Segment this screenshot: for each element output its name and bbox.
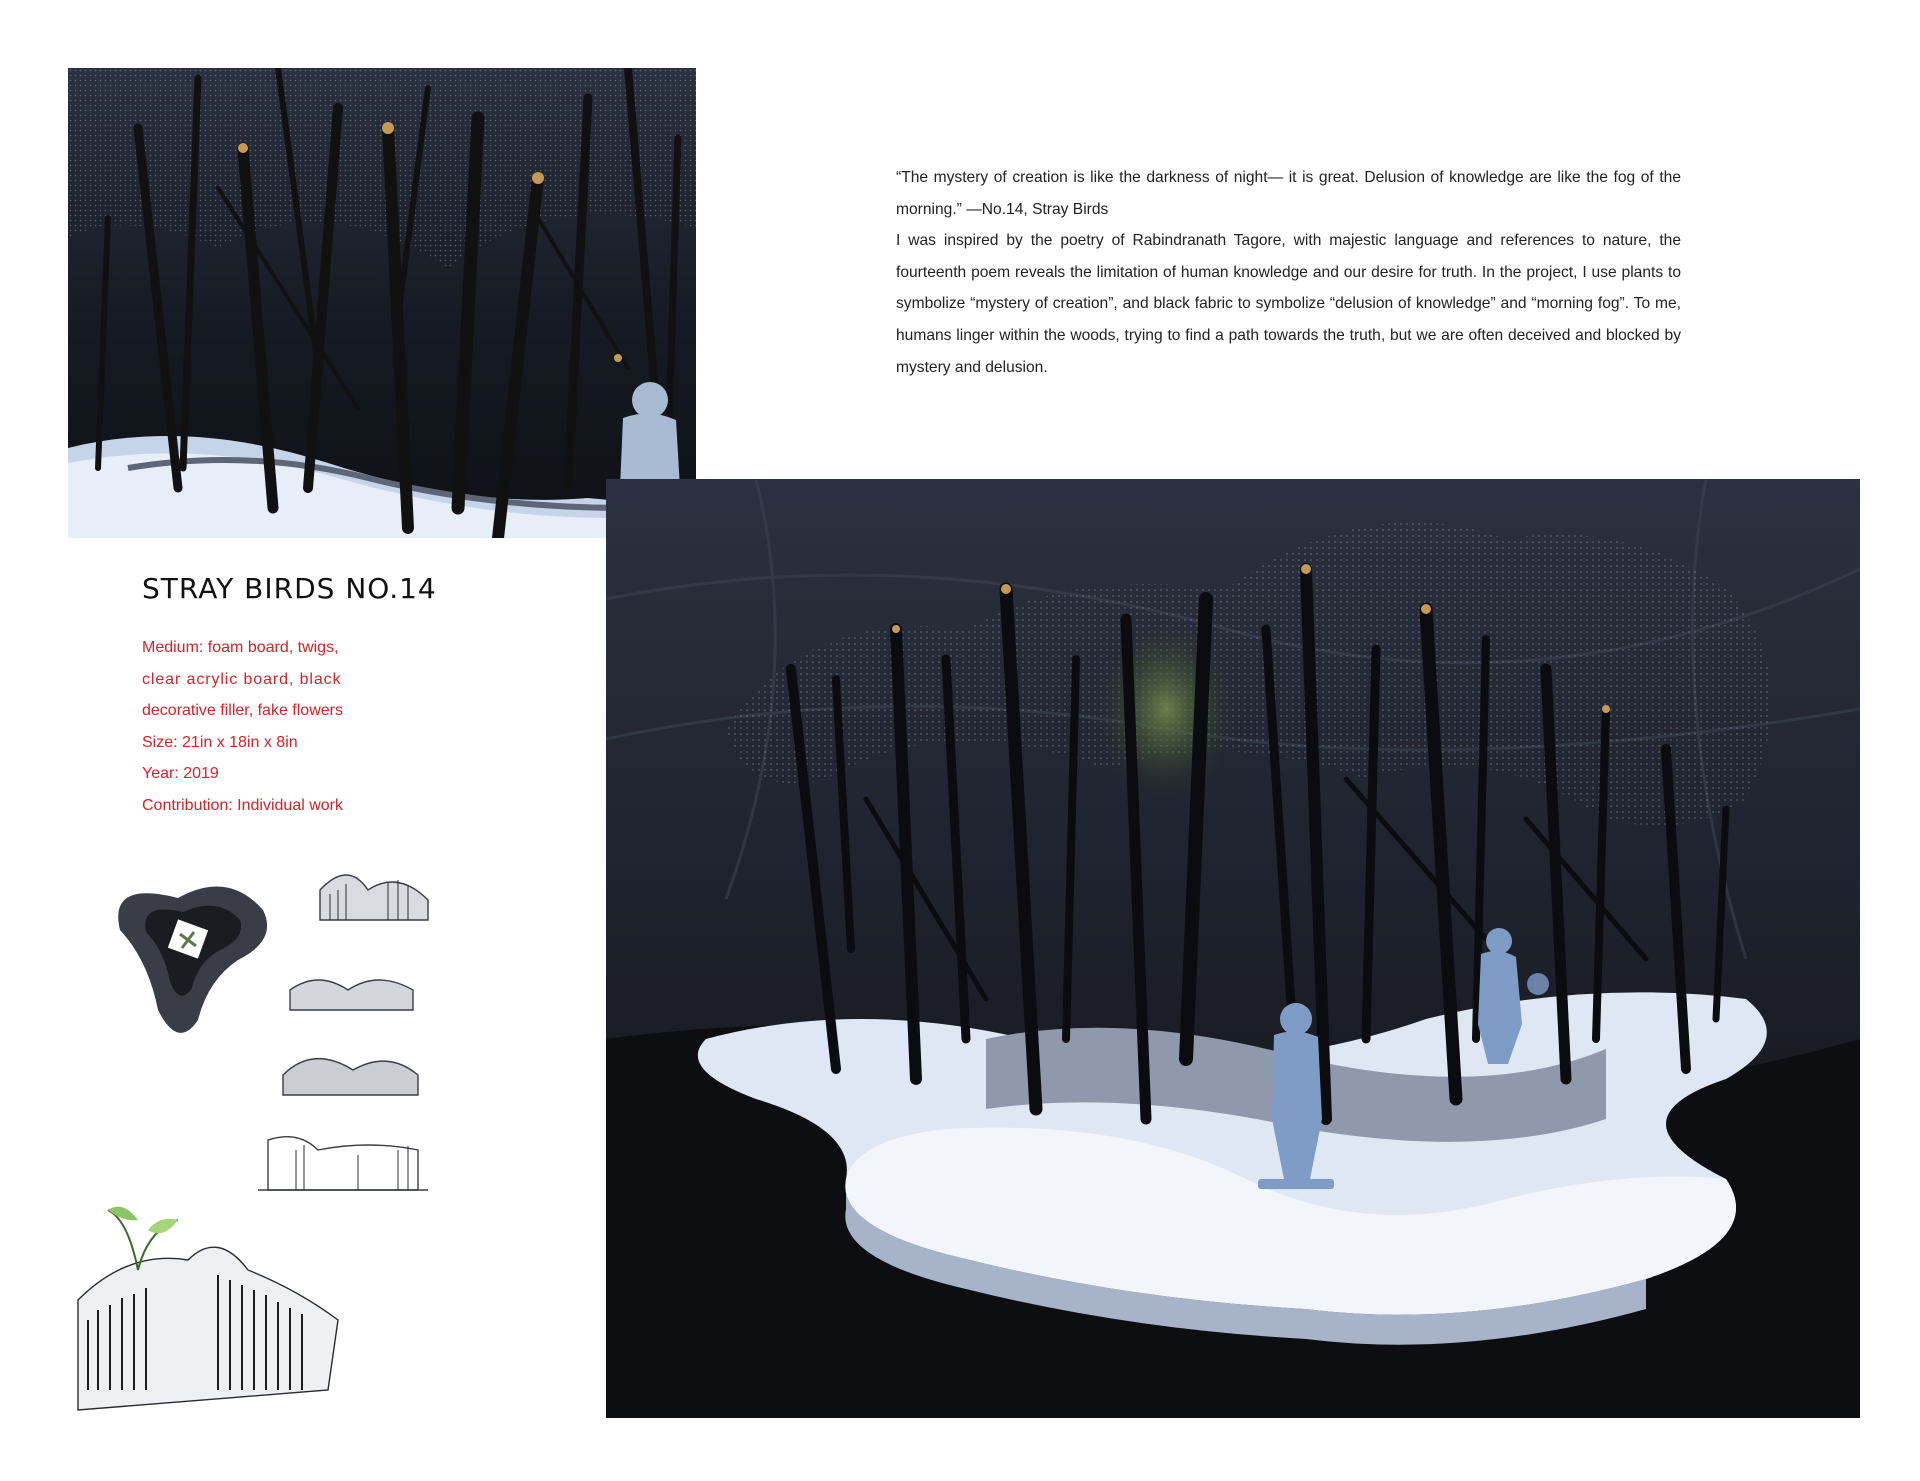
project-title: STRAY BIRDS NO.14 [142, 572, 437, 605]
size-line: Size: 21in x 18in x 8in [142, 733, 298, 751]
contribution-line: Contribution: Individual work [142, 796, 343, 814]
project-details [142, 632, 462, 822]
medium-line-3: decorative filler, fake flowers [142, 702, 343, 720]
medium-line-1: Medium: foam board, twigs, [142, 639, 339, 656]
closeup-photo [68, 68, 696, 538]
poem-epigraph: “The mystery of creation is like the darkness of night— it is great. Delusion of knowledge are like the fog of the morning.” —No.14, Stray Birds [896, 169, 1681, 218]
artist-statement [896, 162, 1681, 383]
model-photo [606, 479, 1860, 1418]
statement-paragraph: I was inspired by the poetry of Rabindranath Tagore, with majestic language and references to nature, the fourteenth poem reveals the limitation of human knowledge and our desire for truth. In the project, I use plants to symbolize “mystery of creation”, and black fabric to symbolize “delusion of knowledge” and “morning fog”. To me, humans linger within the woods, trying to find a path towards the truth, but we are often deceived and blocked by mystery and delusion. [896, 232, 1681, 376]
year-line: Year: 2019 [142, 765, 219, 783]
medium-line-2: clear acrylic board, black [142, 670, 342, 688]
sketch-panel [68, 850, 460, 1418]
